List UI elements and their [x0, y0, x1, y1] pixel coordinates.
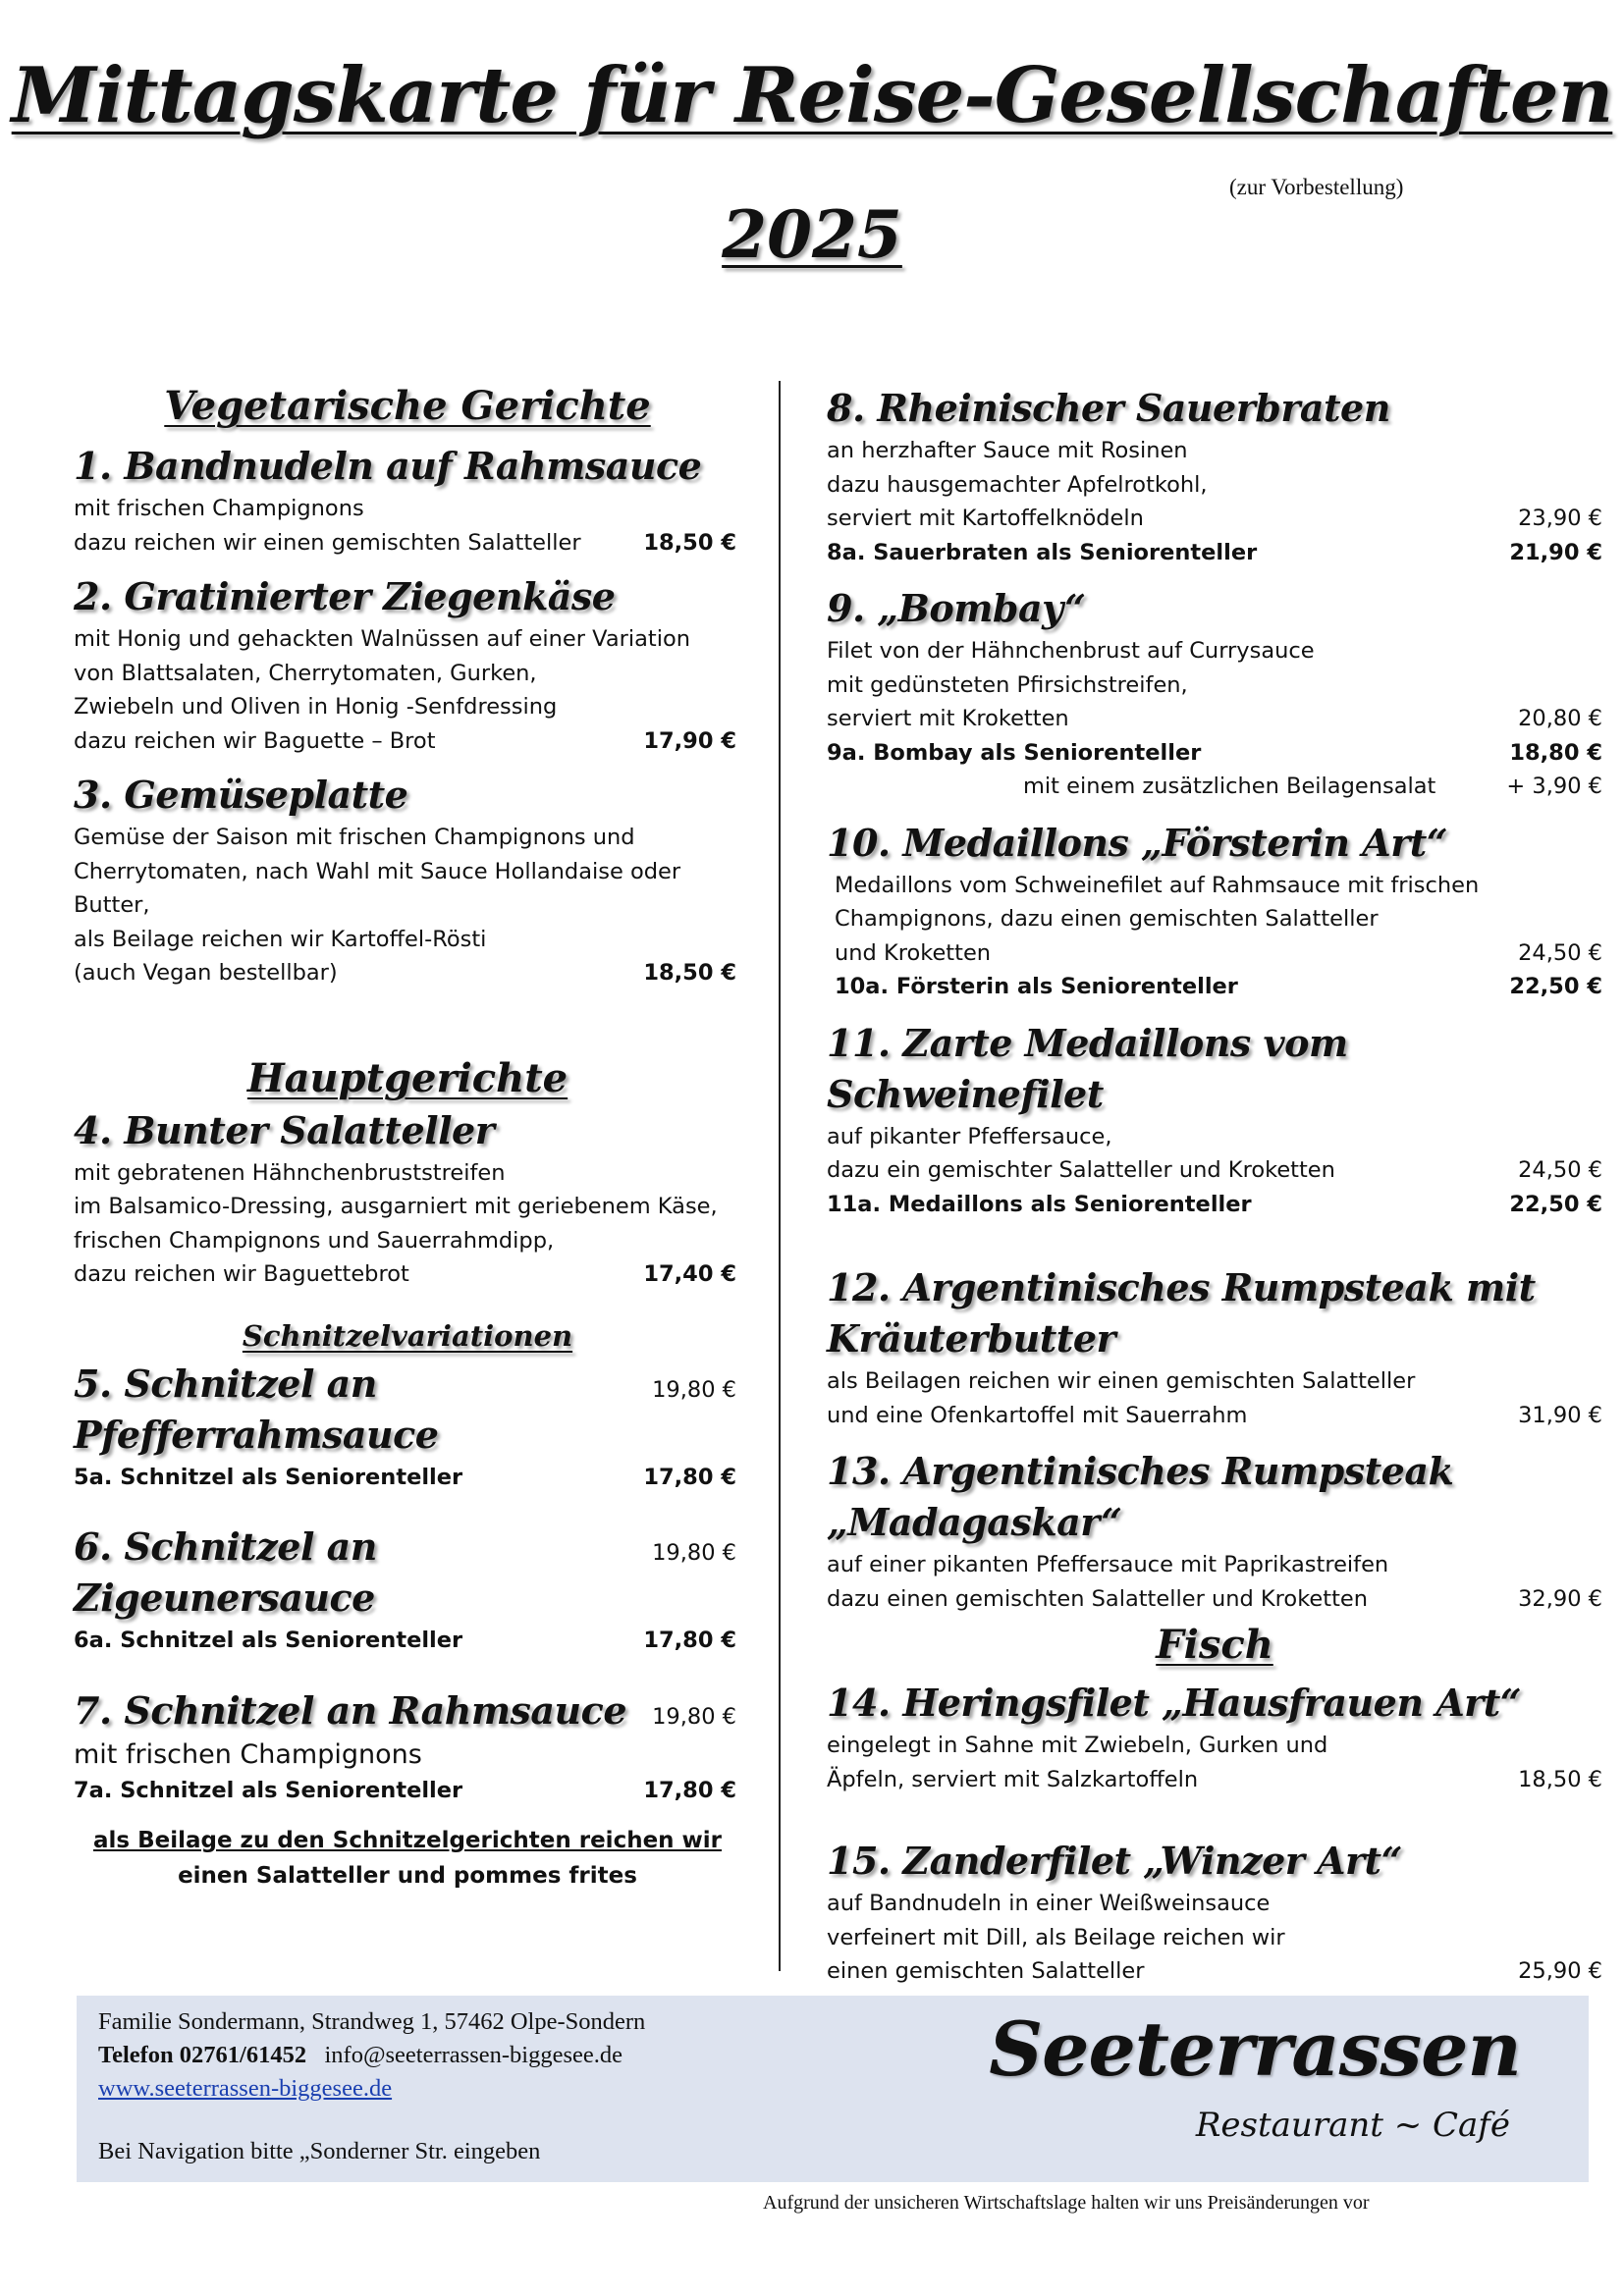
page-title: Mittagskarte für Reise-Gesellschaften — [11, 51, 1613, 140]
dish-line: Zwiebeln und Oliven in Honig -Senfdressing — [74, 694, 558, 720]
dish-title: 4. Bunter Salatteller — [74, 1107, 495, 1152]
dish-line: Cherrytomaten, nach Wahl mit Sauce Hollandaise oder Butter, — [74, 858, 681, 918]
prebook-note: (zur Vorbestellung) — [1229, 175, 1404, 199]
dish-title: 8. Rheinischer Sauerbraten — [827, 386, 1390, 430]
side-note — [74, 1823, 741, 1894]
dish-title: 5. Schnitzel an Pfefferrahmsauce — [74, 1361, 439, 1457]
dish-title: 13. Argentinisches Rumpsteak „Madagaskar“ — [827, 1449, 1454, 1544]
price: 17,80 € — [643, 1628, 736, 1653]
price: 24,50 € — [1518, 1157, 1602, 1183]
price: 19,80 € — [652, 1376, 736, 1403]
price: 17,90 € — [643, 727, 736, 754]
dish-14 — [827, 1678, 1602, 1796]
price: 17,80 € — [643, 1777, 736, 1803]
dish-title: 1. Bandnudeln auf Rahmsauce — [74, 444, 702, 488]
dish-line: Gemüse der Saison mit frischen Champignons und — [74, 825, 635, 850]
dish-9 — [827, 583, 1602, 804]
dish-line: auf pikanter Pfeffersauce, — [827, 1123, 1112, 1149]
dish-12 — [827, 1262, 1602, 1432]
dish-line: einen gemischten Salatteller — [827, 1958, 1145, 1984]
price: 18,80 € — [1509, 739, 1602, 766]
address: Familie Sondermann, Strandweg 1, 57462 Olpe-Sondern — [98, 2008, 646, 2035]
dish-line: eingelegt in Sahne mit Zwiebeln, Gurken und — [827, 1733, 1328, 1758]
senior-label: 10a. Försterin als Seniorenteller — [835, 974, 1238, 999]
dish-line: dazu einen gemischten Salatteller und Kroketten — [827, 1585, 1369, 1612]
email[interactable]: info@seeterrassen-biggesee.de — [324, 2042, 623, 2068]
dish-title: 11. Zarte Medaillons vom Schweinefilet — [827, 1020, 1348, 1116]
dish-line: als Beilage reichen wir Kartoffel-Rösti — [74, 926, 487, 952]
price: 21,90 € — [1509, 539, 1602, 565]
price: 18,50 € — [1518, 1766, 1602, 1792]
dish-line: Medaillons vom Schweinefilet auf Rahmsauce mit frischen — [835, 872, 1480, 898]
dish-line: dazu ein gemischter Salatteller und Kroketten — [827, 1157, 1335, 1183]
dish-3 — [74, 770, 741, 990]
price: 22,50 € — [1509, 974, 1602, 999]
dish-line: dazu hausgemachter Apfelrotkohl, — [827, 471, 1208, 498]
main-dishes-heading: Hauptgerichte — [246, 1054, 568, 1101]
dish-line: Äpfeln, serviert mit Salzkartoffeln — [827, 1766, 1199, 1792]
phone: Telefon 02761/61452 — [98, 2042, 307, 2068]
contact-box — [77, 1996, 1589, 2182]
dish-line: als Beilagen reichen wir einen gemischten Salatteller — [827, 1368, 1416, 1394]
price: 20,80 € — [1518, 706, 1602, 731]
senior-label: 5a. Schnitzel als Seniorenteller — [74, 1464, 463, 1490]
dish-line: mit frischen Champignons — [74, 1738, 422, 1770]
dish-line: an herzhafter Sauce mit Rosinen — [827, 438, 1188, 463]
dish-line: dazu reichen wir einen gemischten Salatteller — [74, 529, 581, 556]
dish-line: auf einer pikanten Pfeffersauce mit Paprikastreifen — [827, 1552, 1389, 1577]
contact-info — [98, 2005, 645, 2168]
price: 19,80 € — [652, 1540, 736, 1566]
price-disclaimer: Aufgrund der unsicheren Wirtschaftslage halten wir uns Preisänderungen vor — [763, 2192, 1370, 2214]
senior-label: 9a. Bombay als Seniorenteller — [827, 739, 1202, 766]
price: 17,80 € — [643, 1464, 736, 1490]
left-column — [74, 383, 741, 1894]
dish-2 — [74, 571, 741, 758]
dish-line: auf Bandnudeln in einer Weißweinsauce — [827, 1891, 1271, 1916]
dish-title: 2. Gratinierter Ziegenkäse — [74, 574, 616, 618]
price: 18,50 € — [643, 529, 736, 556]
website-link[interactable]: www.seeterrassen-biggesee.de — [98, 2075, 393, 2102]
dish-line: mit frischen Champignons — [74, 496, 364, 521]
schnitzel-heading: Schnitzelvariationen — [242, 1318, 573, 1353]
dish-line: frischen Champignons und Sauerrahmdipp, — [74, 1227, 555, 1254]
dish-line: Filet von der Hähnchenbrust auf Currysauce — [827, 638, 1315, 664]
senior-label: 8a. Sauerbraten als Seniorenteller — [827, 539, 1258, 565]
dish-line: serviert mit Kartoffelknödeln — [827, 506, 1144, 531]
dish-line: mit Honig und gehackten Walnüssen auf einer Variation — [74, 626, 690, 652]
dish-title: 9. „Bombay“ — [827, 586, 1086, 630]
price: 24,50 € — [1518, 939, 1602, 966]
dish-line: mit gedünsteten Pfirsichstreifen, — [827, 671, 1188, 698]
price: 19,80 € — [652, 1703, 736, 1730]
dish-title: 12. Argentinisches Rumpsteak mit Kräuterbutter — [827, 1265, 1536, 1361]
restaurant-logo-subtitle: Restaurant ~ Café — [1195, 2106, 1510, 2145]
dish-11 — [827, 1018, 1602, 1222]
fish-heading: Fisch — [1156, 1622, 1273, 1668]
dish-line: dazu reichen wir Baguettebrot — [74, 1261, 409, 1287]
dish-title: 7. Schnitzel an Rahmsauce — [74, 1687, 626, 1733]
right-column — [827, 383, 1602, 1989]
dish-line: mit gebratenen Hähnchenbruststreifen — [74, 1159, 506, 1186]
dish-line: und eine Ofenkartoffel mit Sauerrahm — [827, 1402, 1248, 1428]
price: 17,40 € — [643, 1261, 736, 1287]
vegetarian-heading: Vegetarische Gerichte — [164, 383, 651, 429]
side-note-line: einen Salatteller und pommes frites — [178, 1863, 637, 1889]
dish-title: 6. Schnitzel an Zigeunersauce — [74, 1524, 377, 1620]
dish-title: 15. Zanderfilet „Winzer Art“ — [827, 1839, 1402, 1883]
year-heading: 2025 — [722, 196, 902, 273]
dish-6 — [74, 1522, 741, 1658]
dish-1 — [74, 441, 741, 560]
price: 31,90 € — [1518, 1402, 1602, 1428]
dish-line: und Kroketten — [835, 939, 992, 966]
dish-line: serviert mit Kroketten — [827, 706, 1069, 731]
dish-8 — [827, 383, 1602, 569]
price: 25,90 € — [1518, 1958, 1602, 1984]
dish-line: verfeinert mit Dill, als Beilage reichen wir — [827, 1924, 1285, 1950]
senior-label: 11a. Medaillons als Seniorenteller — [827, 1191, 1252, 1217]
price: 23,90 € — [1518, 506, 1602, 531]
dish-line: dazu reichen wir Baguette – Brot — [74, 727, 436, 754]
dish-13 — [827, 1446, 1602, 1616]
price: 18,50 € — [643, 960, 736, 986]
dish-title: 10. Medaillons „Försterin Art“ — [827, 820, 1448, 865]
dish-title: 14. Heringsfilet „Hausfrauen Art“ — [827, 1681, 1522, 1725]
column-divider — [779, 381, 781, 1971]
dish-15 — [827, 1836, 1602, 1989]
dish-5 — [74, 1359, 741, 1495]
price: 22,50 € — [1509, 1191, 1602, 1217]
side-note-line: als Beilage zu den Schnitzelgerichten reichen wir — [92, 1828, 723, 1853]
dish-title: 3. Gemüseplatte — [74, 773, 408, 817]
dish-line: im Balsamico-Dressing, ausgarniert mit geriebenem Käse, — [74, 1194, 718, 1219]
price: 32,90 € — [1518, 1585, 1602, 1612]
senior-label: 7a. Schnitzel als Seniorenteller — [74, 1777, 463, 1803]
dish-line: (auch Vegan bestellbar) — [74, 960, 338, 986]
restaurant-logo: Seeterrassen — [989, 2005, 1521, 2093]
senior-label: 6a. Schnitzel als Seniorenteller — [74, 1628, 463, 1653]
dish-7 — [74, 1685, 741, 1808]
dish-line: von Blattsalaten, Cherrytomaten, Gurken, — [74, 660, 537, 686]
extra-label: mit einem zusätzlichen Beilagensalat — [1023, 774, 1436, 799]
price: + 3,90 € — [1506, 774, 1602, 799]
dish-4 — [74, 1105, 741, 1292]
navigation-note: Bei Navigation bitte „Sonderner Str. eingeben — [98, 2138, 541, 2164]
dish-10 — [827, 818, 1602, 1004]
dish-line: Champignons, dazu einen gemischten Salatteller — [835, 906, 1379, 932]
